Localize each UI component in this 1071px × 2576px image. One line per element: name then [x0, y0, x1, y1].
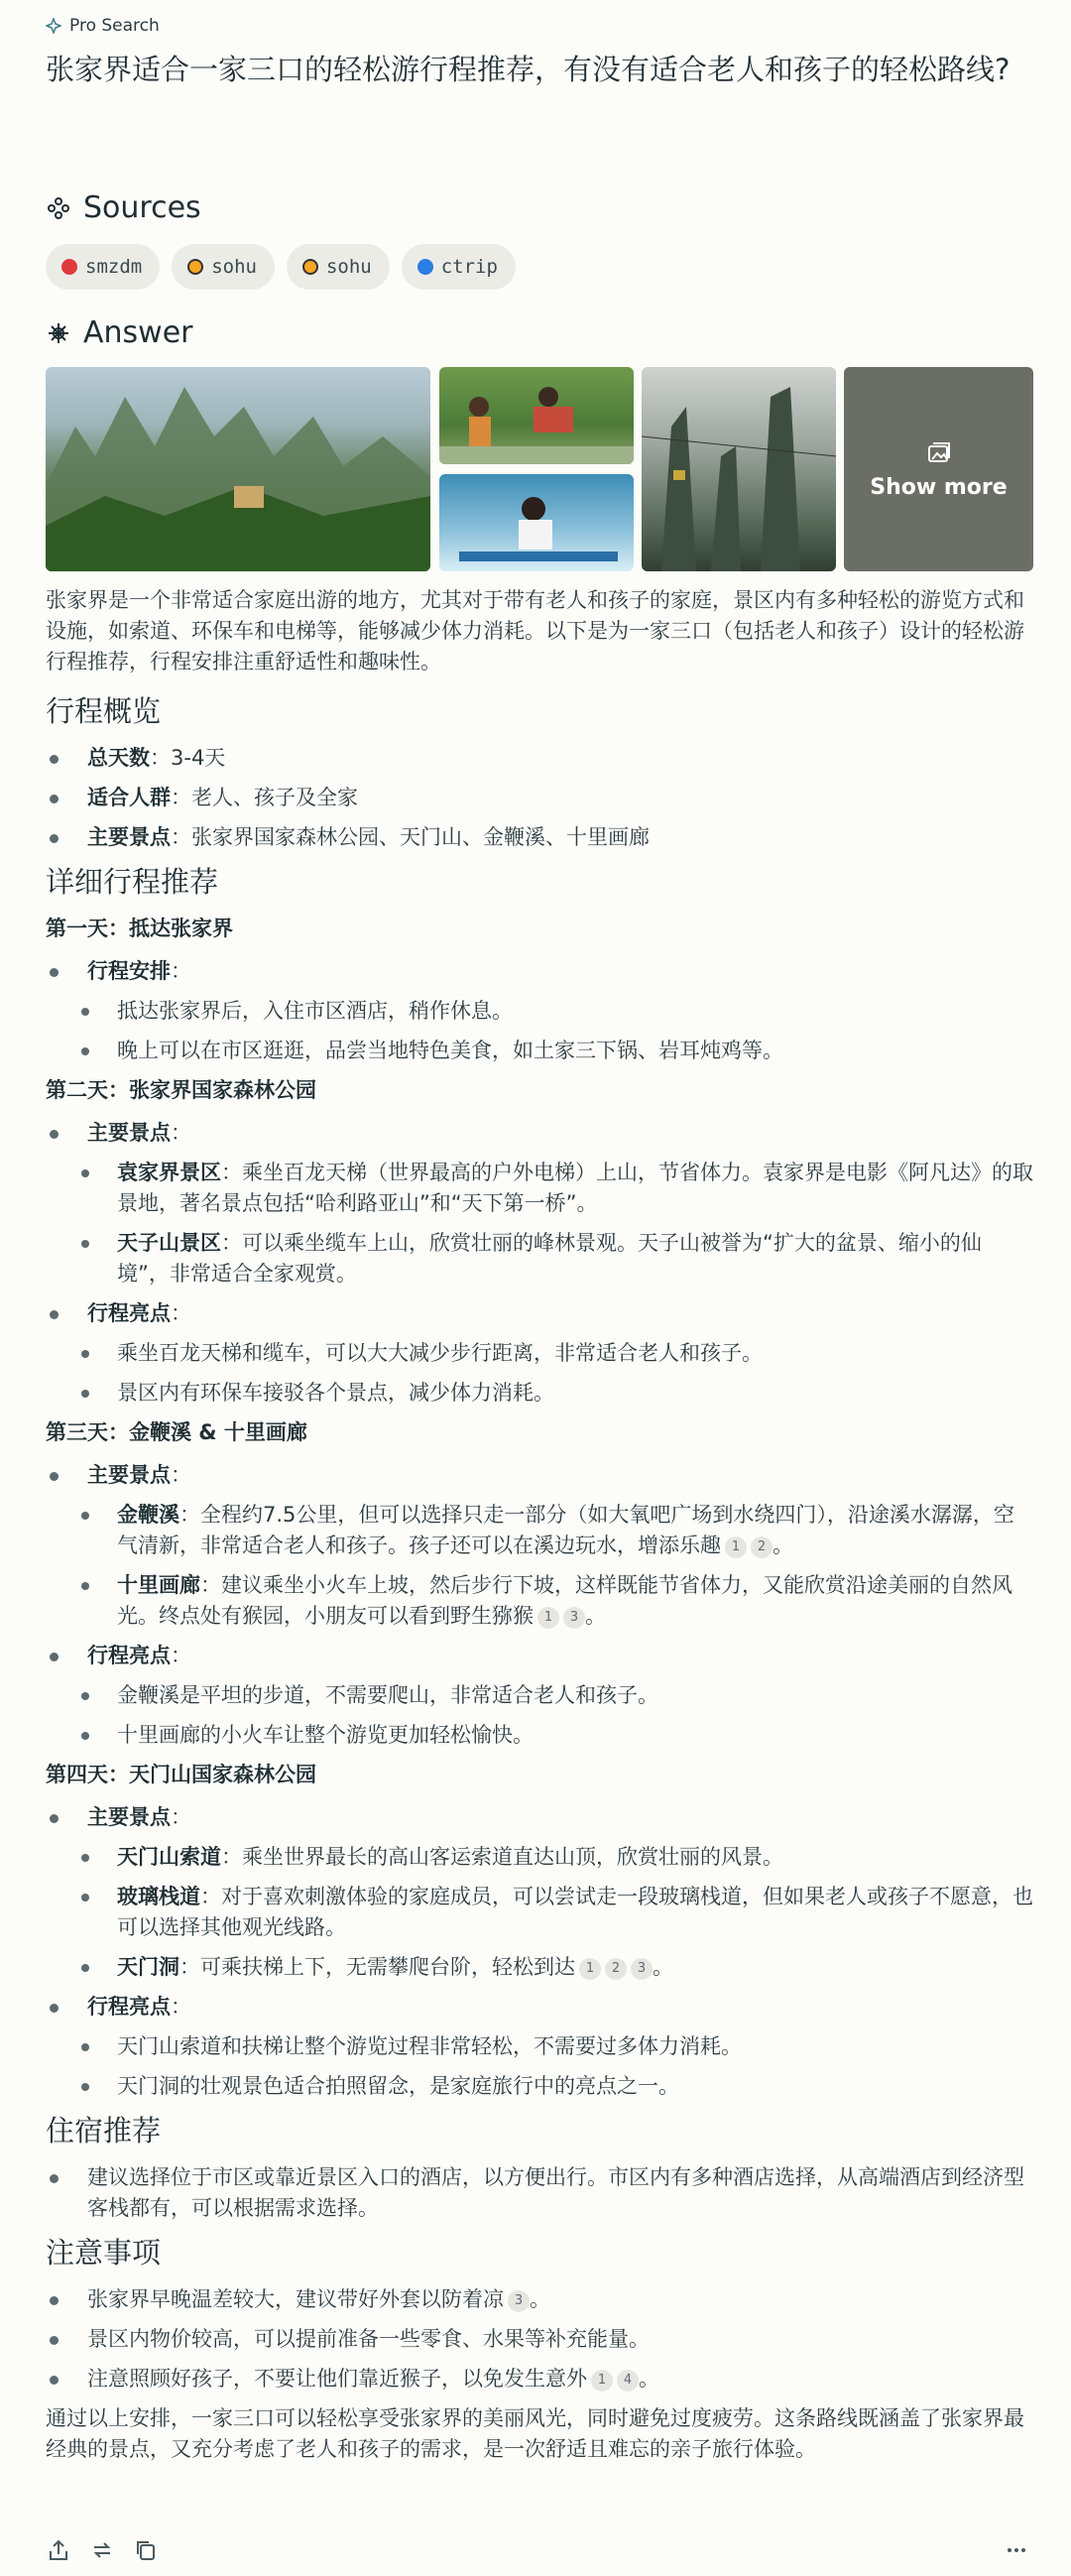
show-more-images-button[interactable]: Show more [844, 367, 1033, 571]
sources-icon [46, 195, 71, 221]
citation-badge[interactable]: 1 [579, 1958, 601, 1980]
source-chip[interactable]: ctrip [402, 244, 516, 290]
list-item: 天子山景区：可以乘坐缆车上山，欣赏壮丽的峰林景观。天子山被誉为“扩大的盆景、缩小的仙境”，非常适合全家观赏。 [46, 1228, 1033, 1289]
image-mountain-peaks[interactable] [46, 367, 430, 571]
citation-badge[interactable]: 3 [563, 1607, 585, 1629]
list-item: 张家界早晚温差较大，建议带好外套以防着凉 3 。 [46, 2284, 1033, 2315]
detail-heading: 详细行程推荐 [46, 865, 219, 899]
image-girl-on-bench[interactable] [439, 474, 634, 571]
citation-badge[interactable]: 1 [725, 1536, 747, 1558]
source-chip[interactable]: sohu [287, 244, 390, 290]
list-item: 金鞭溪是平坦的步道，不需要爬山，非常适合老人和孩子。 [46, 1680, 1033, 1711]
list-item: 天门山索道：乘坐世界最长的高山客运索道直达山顶，欣赏壮丽的风景。 [46, 1842, 1033, 1873]
day4-heading: 第四天：天门山国家森林公园 [46, 1763, 316, 1786]
list-item: 景区内有环保车接驳各个景点，减少体力消耗。 [46, 1378, 1033, 1409]
list-item: 晚上可以在市区逛逛，品尝当地特色美食，如土家三下锅、岩耳炖鸡等。 [46, 1036, 1033, 1066]
list-item: 金鞭溪：全程约7.5公里，但可以选择只走一部分（如大氧吧广场到水绕四门），沿途溪水潺潺，空气清新，非常适合老人和孩子。孩子还可以在溪边玩水，增添乐趣 1 2 。 [46, 1500, 1033, 1561]
list-item: 袁家界景区：乘坐百龙天梯（世界最高的户外电梯）上山，节省体力。袁家界是电影《阿凡达》的取景地，著名景点包括“哈利路亚山”和“天下第一桥”。 [46, 1158, 1033, 1219]
intro-paragraph: 张家界是一个非常适合家庭出游的地方，尤其对于带有老人和孩子的家庭，景区内有多种轻松的游览方式和设施，如索道、环保车和电梯等，能够减少体力消耗。以下是为一家三口（包括老人和孩子）设计的轻松游行程推荐，行程安排注重舒适性和趣味性。 [46, 588, 1024, 674]
overview-heading: 行程概览 [46, 694, 162, 728]
list-item: 天门洞的壮观景色适合拍照留念，是家庭旅行中的亮点之一。 [46, 2071, 1033, 2102]
citation-badge[interactable]: 3 [631, 1958, 653, 1980]
citation-badge[interactable]: 2 [605, 1958, 627, 1980]
list-item: 建议选择位于市区或靠近景区入口的酒店，以方便出行。市区内有多种酒店选择，从高端酒店到经济型客栈都有，可以根据需求选择。 [46, 2162, 1033, 2224]
list-item: 玻璃栈道：对于喜欢刺激体验的家庭成员，可以尝试走一段玻璃栈道，但如果老人或孩子不愿意，也可以选择其他观光线路。 [46, 1882, 1033, 1943]
list-item: 景区内物价较高，可以提前准备一些零食、水果等补充能量。 [46, 2324, 1033, 2355]
list-item: 行程亮点： [46, 1298, 1033, 1329]
source-favicon-icon [417, 259, 433, 275]
sources-list [46, 244, 516, 290]
list-item: 行程亮点： [46, 1641, 1033, 1671]
list-item: 乘坐百龙天梯和缆车，可以大大减少步行距离，非常适合老人和孩子。 [46, 1338, 1033, 1369]
copy-icon[interactable] [133, 2537, 159, 2563]
list-item: 主要景点：张家界国家森林公园、天门山、金鞭溪、十里画廊 [46, 822, 1033, 853]
list-item: 主要景点： [46, 1118, 1033, 1149]
more-options-icon[interactable] [1004, 2537, 1029, 2563]
page-title: 张家界适合一家三口的轻松游行程推荐，有没有适合老人和孩子的轻松路线? [46, 53, 1011, 86]
source-favicon-icon [61, 259, 77, 275]
day1-heading: 第一天：抵达张家界 [46, 917, 233, 940]
image-gallery-icon [925, 439, 953, 467]
stay-heading: 住宿推荐 [46, 2114, 162, 2147]
list-item: 主要景点： [46, 1802, 1033, 1833]
list-item: 十里画廊的小火车让整个游览更加轻松愉快。 [46, 1720, 1033, 1751]
list-item: 行程亮点： [46, 1992, 1033, 2023]
source-favicon-icon [187, 259, 203, 275]
source-chip[interactable]: smzdm [46, 244, 160, 290]
outro-paragraph: 通过以上安排，一家三口可以轻松享受张家界的美丽风光，同时避免过度疲劳。这条路线既涵盖了张家界最经典的景点，又充分考虑了老人和孩子的需求，是一次舒适且难忘的亲子旅行体验。 [46, 2406, 1024, 2461]
day3-heading: 第三天：金鞭溪 & 十里画廊 [46, 1420, 307, 1444]
list-item: 适合人群：老人、孩子及全家 [46, 783, 1033, 813]
source-chip[interactable]: sohu [172, 244, 275, 290]
answer-heading: Answer [46, 315, 193, 350]
citation-badge[interactable]: 4 [617, 2370, 639, 2392]
list-item: 主要景点： [46, 1460, 1033, 1491]
sources-heading: Sources [46, 190, 201, 225]
answer-content [46, 585, 1033, 2475]
image-cable-car[interactable] [642, 367, 836, 571]
list-item: 抵达张家界后，入住市区酒店，稍作休息。 [46, 996, 1033, 1027]
list-item: 天门洞：可乘扶梯上下，无需攀爬台阶，轻松到达 1 2 3 。 [46, 1952, 1033, 1983]
share-icon[interactable] [46, 2537, 71, 2563]
list-item: 总天数：3-4天 [46, 743, 1033, 774]
answer-actions [46, 2535, 1033, 2565]
source-favicon-icon [302, 259, 318, 275]
list-item: 注意照顾好孩子，不要让他们靠近猴子，以免发生意外 1 4 。 [46, 2364, 1033, 2394]
citation-badge[interactable]: 1 [537, 1607, 559, 1629]
rewrite-icon[interactable] [89, 2537, 115, 2563]
list-item: 天门山索道和扶梯让整个游览过程非常轻松，不需要过多体力消耗。 [46, 2031, 1033, 2062]
day2-heading: 第二天：张家界国家森林公园 [46, 1078, 316, 1102]
citation-badge[interactable]: 2 [751, 1536, 773, 1558]
notes-heading: 注意事项 [46, 2236, 162, 2269]
answer-icon [46, 320, 71, 346]
overview-list [46, 743, 1033, 853]
image-children-stream[interactable] [439, 367, 634, 464]
image-gallery [46, 367, 1033, 571]
citation-badge[interactable]: 3 [508, 2290, 530, 2312]
pro-search-icon [46, 18, 61, 34]
list-item: 十里画廊：建议乘坐小火车上坡，然后步行下坡，这样既能节省体力，又能欣赏沿途美丽的自然风光。终点处有猴园，小朋友可以看到野生猕猴 1 3 。 [46, 1570, 1033, 1632]
citation-badge[interactable]: 1 [591, 2370, 613, 2392]
mode-label: Pro Search [69, 16, 160, 36]
pro-search-label [46, 16, 160, 36]
list-item: 行程安排： [46, 956, 1033, 987]
